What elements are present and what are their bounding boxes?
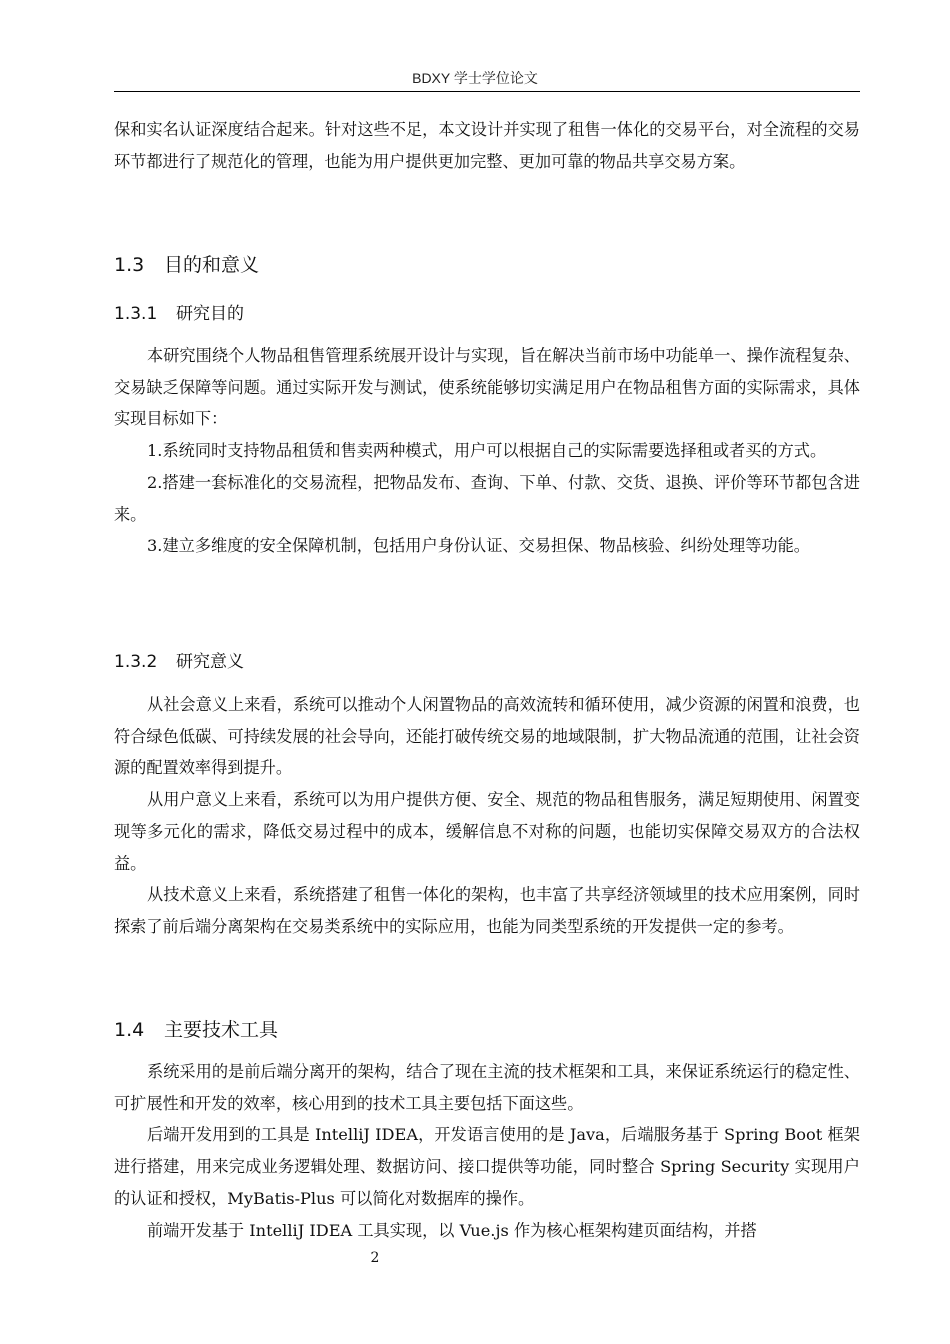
list-item: 3.建立多维度的安全保障机制，包括用户身份认证、交易担保、物品核验、纠纷处理等功能。 <box>147 536 810 556</box>
paragraph: 系统采用的是前后端分离开的架构，结合了现在主流的技术框架和工具，来保证系统运行的稳定性、可扩展性和开发的效率，核心用到的技术工具主要包括下面这些。 <box>114 1062 860 1113</box>
list-item: 1.系统同时支持物品租赁和售卖两种模式，用户可以根据自己的实际需要选择租或者买的方式。 <box>147 441 827 461</box>
running-header: BDXY 学士学位论文 <box>412 70 538 86</box>
paragraph: 前端开发基于 IntelliJ IDEA 工具实现，以 Vue.js 作为核心框架构建页面结构，并搭 <box>147 1220 757 1240</box>
section-number: 1.4 <box>114 1019 145 1041</box>
section-number: 1.3 <box>114 254 145 276</box>
section-1-4-heading <box>114 1017 860 1043</box>
list-item: 2.搭建一套标准化的交易流程，把物品发布、查询、下单、付款、交货、退换、评价等环节都包含进来。 <box>114 472 860 524</box>
subsection-title: 研究目的 <box>176 304 244 324</box>
section-1-3-1-body <box>114 340 860 562</box>
paragraph: 从技术意义上来看，系统搭建了租售一体化的架构，也丰富了共享经济领域里的技术应用案例，同时探索了前后端分离架构在交易类系统中的实际应用，也能为同类型系统的开发提供一定的参考。 <box>114 885 860 936</box>
page-number: 2 <box>370 1250 380 1266</box>
paragraph: 本研究围绕个人物品租售管理系统展开设计与实现，旨在解决当前市场中功能单一、操作流程复杂、交易缺乏保障等问题。通过实际开发与测试，使系统能够切实满足用户在物品租售方面的实际需求，具体实现目标如下： <box>114 346 860 429</box>
section-1-4-body <box>114 1056 860 1246</box>
subsection-title: 研究意义 <box>176 652 244 672</box>
paragraph: 从用户意义上来看，系统可以为用户提供方便、安全、规范的物品租售服务，满足短期使用、闲置变现等多元化的需求，降低交易过程中的成本，缓解信息不对称的问题，也能切实保障交易双方的合法权益。 <box>114 790 860 873</box>
paragraph: 从社会意义上来看，系统可以推动个人闲置物品的高效流转和循环使用，减少资源的闲置和浪费，也符合绿色低碳、可持续发展的社会导向，还能打破传统交易的地域限制，扩大物品流通的范围，让社会资源的配置效率得到提升。 <box>114 695 860 778</box>
section-1-3-heading <box>114 252 860 278</box>
section-1-3-2-heading <box>114 650 860 674</box>
section-title: 目的和意义 <box>164 254 260 276</box>
section-1-3-2-body <box>114 689 860 943</box>
intro-paragraph: 保和实名认证深度结合起来。针对这些不足，本文设计并实现了租售一体化的交易平台，对全流程的交易环节都进行了规范化的管理，也能为用户提供更加完整、更加可靠的物品共享交易方案。 <box>114 120 860 171</box>
header-divider <box>114 91 860 92</box>
section-title: 主要技术工具 <box>164 1019 279 1041</box>
subsection-number: 1.3.1 <box>114 304 158 324</box>
intro-block <box>114 114 860 177</box>
section-1-3-1-heading <box>114 302 860 326</box>
subsection-number: 1.3.2 <box>114 652 158 672</box>
paragraph: 后端开发用到的工具是 IntelliJ IDEA，开发语言使用的是 Java，后端服务基于 Spring Boot 框架进行搭建，用来完成业务逻辑处理、数据访问、接口提供等功能，同时整合 Spring Security 实现用户的认证和授权，MyBatis-Plus 可以简化对数据库的操作。 <box>114 1125 860 1208</box>
